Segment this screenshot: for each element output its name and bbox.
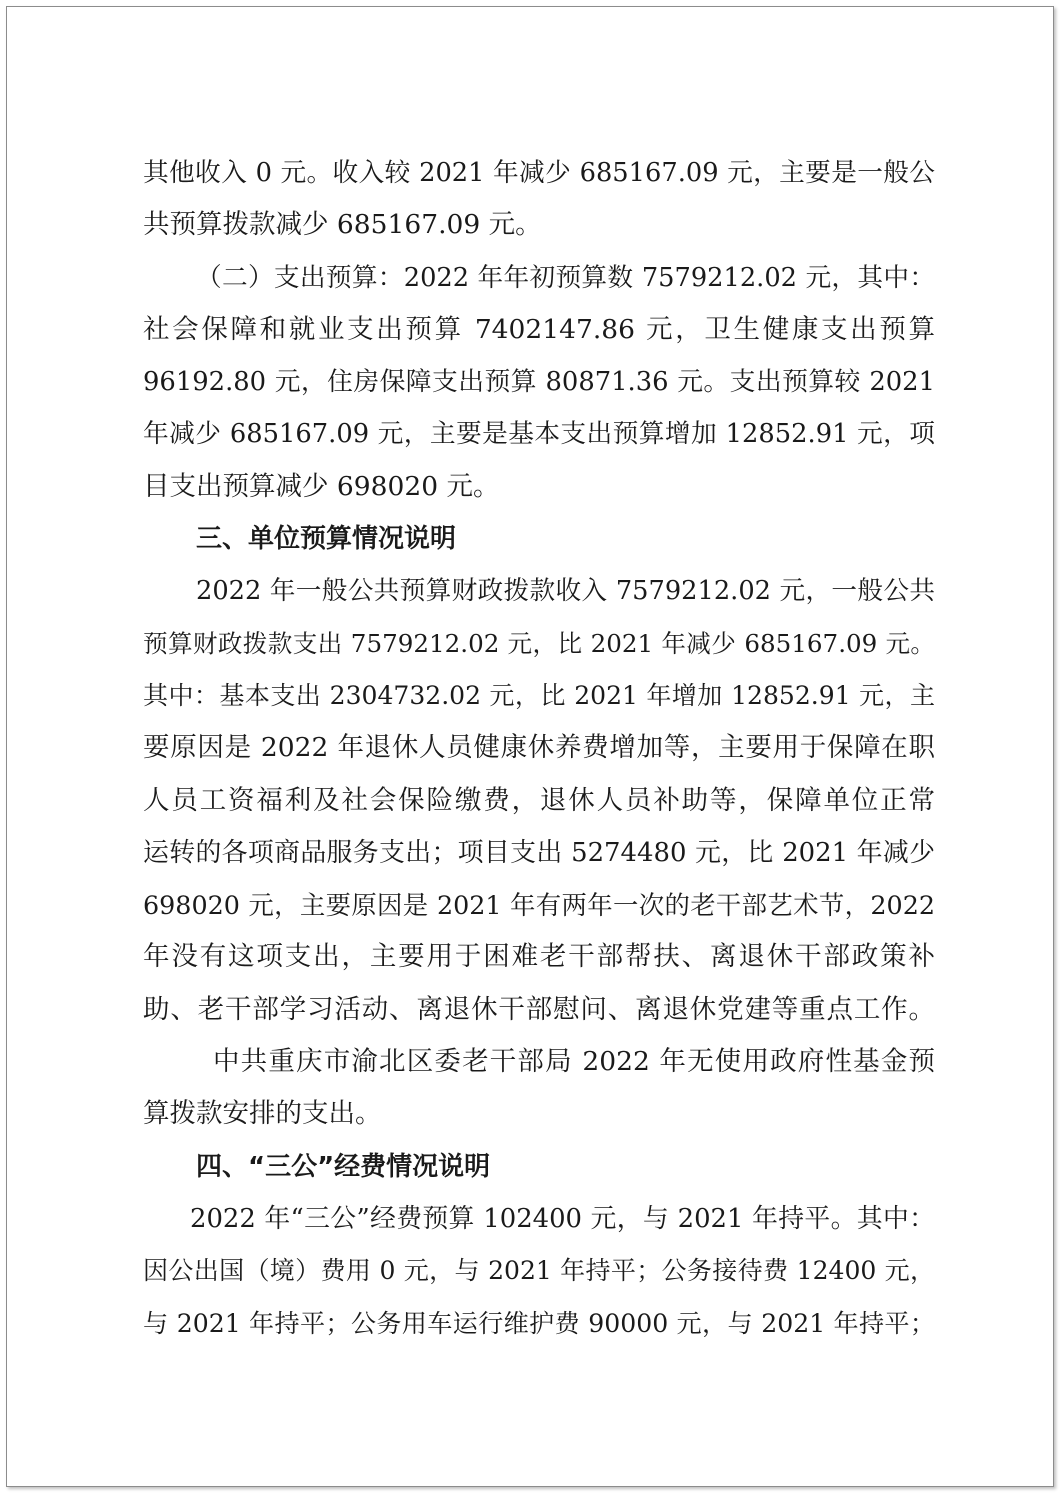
paragraph-line: 预算财政拨款支出 7579212.02 元，比 2021 年减少 685167.09 元。	[143, 628, 935, 658]
paragraph-line: 中共重庆市渝北区委老干部局 2022 年无使用政府性基金预	[213, 1046, 935, 1078]
paragraph-line: 要原因是 2022 年退休人员健康休养费增加等，主要用于保障在职	[143, 732, 935, 764]
paragraph-line: 其他收入 0 元。收入较 2021 年减少 685167.09 元，主要是一般公	[143, 158, 935, 188]
paragraph-line: 因公出国（境）费用 0 元，与 2021 年持平；公务接待费 12400 元，	[143, 1256, 935, 1286]
paragraph-line: 年减少 685167.09 元，主要是基本支出预算增加 12852.91 元，项	[143, 419, 935, 450]
paragraph-line: 年没有这项支出，主要用于困难老干部帮扶、离退休干部政策补	[143, 941, 935, 973]
paragraph-line: 与 2021 年持平；公务用车运行维护费 90000 元，与 2021 年持平；	[143, 1308, 935, 1338]
paragraph-line: 运转的各项商品服务支出；项目支出 5274480 元，比 2021 年减少	[143, 837, 935, 868]
document-body	[143, 147, 935, 1350]
paragraph-line: 人员工资福利及社会保险缴费，退休人员补助等，保障单位正常	[143, 784, 935, 816]
paragraph-line: 698020 元，主要原因是 2021 年有两年一次的老干部艺术节，2022	[143, 890, 935, 921]
paragraph-line: 2022 年一般公共预算财政拨款收入 7579212.02 元，一般公共	[196, 576, 935, 607]
paragraph-line: （二）支出预算：2022 年年初预算数 7579212.02 元，其中：	[196, 262, 935, 293]
paragraph-line: 助、老干部学习活动、离退休干部慰问、离退休党建等重点工作。	[143, 993, 935, 1025]
document-page	[6, 6, 1054, 1487]
paragraph-line: 算拨款安排的支出。	[143, 1098, 382, 1130]
section-heading-unit-budget: 三、单位预算情况说明	[196, 524, 457, 555]
paragraph-line: 共预算拨款减少 685167.09 元。	[143, 209, 542, 241]
paragraph-line: 其中：基本支出 2304732.02 元，比 2021 年增加 12852.91 元，主	[143, 680, 935, 710]
paragraph-line: 社会保障和就业支出预算 7402147.86 元，卫生健康支出预算	[143, 313, 935, 345]
paragraph-line: 96192.80 元，住房保障支出预算 80871.36 元。支出预算较 2021	[143, 367, 935, 398]
paragraph-line: 2022 年“三公”经费预算 102400 元，与 2021 年持平。其中：	[190, 1203, 935, 1234]
paragraph-line: 目支出预算减少 698020 元。	[143, 470, 500, 502]
section-heading-three-public-funds: 四、“三公”经费情况说明	[196, 1151, 491, 1182]
